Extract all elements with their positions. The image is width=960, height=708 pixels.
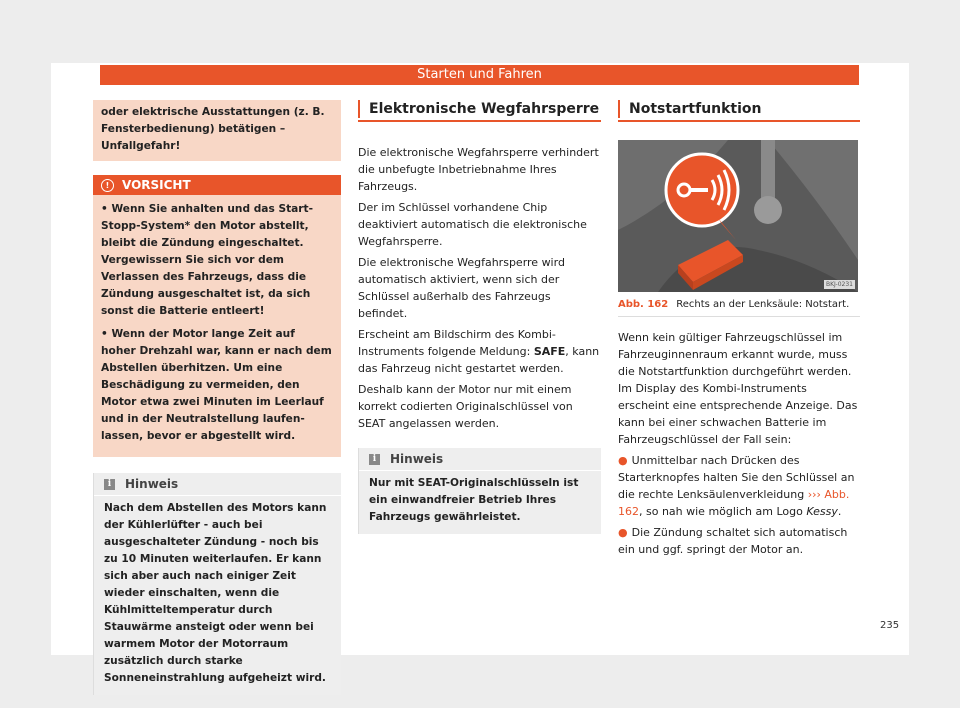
column-middle (358, 100, 601, 534)
section-title: Elektronische Wegfahrsperre (358, 100, 601, 118)
figure-caption: Abb. 162 Rechts an der Lenksäule: Notstart. (618, 292, 860, 317)
info-icon: i (104, 479, 115, 490)
bullet-item: ● Die Zündung schaltet sich automatisch ein und ggf. springt der Motor an. (618, 526, 848, 556)
exclamation-circle-icon: ! (101, 179, 114, 192)
caution-box (93, 175, 341, 457)
note-header (94, 473, 341, 496)
paragraph: Die elektronische Wegfahrsperre verhindert die unbefugte Inbetriebnahme Ihres Fahrzeugs. (358, 146, 599, 193)
caution-item: • Wenn Sie anhalten und das Start-Stopp-System* den Motor abstellt, bleibt die Zündung eingeschaltet. Vergewissern Sie sich vor dem Verlassen des Fahrzeugs, dass die Zündung ausgeschaltet ist, da sich sonst die Batterie entleert! (101, 203, 313, 317)
note-title: Hinweis (125, 477, 179, 491)
warning-continuation: oder elektrische Ausstattungen (z. B. Fensterbedienung) betätigen – Unfallgefahr! (93, 100, 341, 161)
caution-title: VORSICHT (122, 178, 191, 192)
paragraph: Die elektronische Wegfahrsperre wird automatisch aktiviert, wenn sich der Schlüssel außerhalb des Fahrzeugs befindet. (358, 256, 565, 320)
paragraph: Wenn kein gültiger Fahrzeugschlüssel im Fahrzeuginnenraum erkannt wurde, muss die Notstartfunktion durchgeführt werden. Im Display des Kombi-Instruments erscheint eine entsprechende Anzeige. Das kann bei einer schwachen Batterie im Fahrzeugschlüssel der Fall sein: (618, 331, 858, 446)
paragraph: Der im Schlüssel vorhandene Chip deaktiviert automatisch die elektronische Wegfahrsperre. (358, 201, 587, 248)
chapter-header: Starten und Fahren (100, 65, 859, 85)
info-icon: i (369, 454, 380, 465)
figure-code: BKJ-0231 (825, 281, 853, 288)
column-right (618, 100, 860, 562)
steering-column-illustration (618, 140, 858, 292)
note-box (358, 448, 601, 534)
bullet-item: ● Unmittelbar nach Drücken des Starterknopfes halten Sie den Schlüssel an die rechte Lenksäulenverkleidung ››› Abb. 162, so nah wie möglich am Logo Kessy. (618, 454, 855, 518)
safe-message: SAFE (533, 345, 566, 358)
page-number: 235 (880, 620, 900, 631)
paragraph: Deshalb kann der Motor nur mit einem korrekt codierten Originalschlüssel von SEAT angelassen werden. (358, 383, 573, 430)
figure-reference-link[interactable]: ››› Abb. 162 (618, 488, 850, 518)
note-box (93, 473, 341, 695)
paragraph: Erscheint am Bildschirm des Kombi-Instruments folgende Meldung: SAFE, kann das Fahrzeug nicht gestartet werden. (358, 328, 600, 375)
note-text: Nur mit SEAT-Originalschlüsseln ist ein einwandfreier Betrieb Ihres Fahrzeugs gewährleistet. (369, 477, 579, 523)
figure-steering-column (618, 140, 858, 292)
caution-item: • Wenn der Motor lange Zeit auf hoher Drehzahl war, kann er nach dem Abstellen überhitzen. Um eine Beschädigung zu vermeiden, den Motor etwa zwei Minuten im Leerlauf und in der Neutralstellung laufen-lassen, bevor er abgestellt wird. (101, 328, 332, 442)
section-title: Notstartfunktion (618, 100, 860, 118)
note-header (359, 448, 601, 471)
column-left (93, 100, 341, 695)
caution-header (93, 175, 341, 195)
note-text: Nach dem Abstellen des Motors kann der Kühlerlüfter - auch bei ausgeschalteter Zündung - noch bis zu 10 Minuten weiterlaufen. Er kann sich aber auch nach einiger Zeit wieder einschalten, wenn die Kühlmitteltemperatur durch Stauwärme ansteigt oder wenn bei warmem Motor der Motorraum zusätzlich durch starke Sonneneinstrahlung aufgeheizt wird. (104, 502, 327, 684)
note-title: Hinweis (390, 452, 444, 466)
